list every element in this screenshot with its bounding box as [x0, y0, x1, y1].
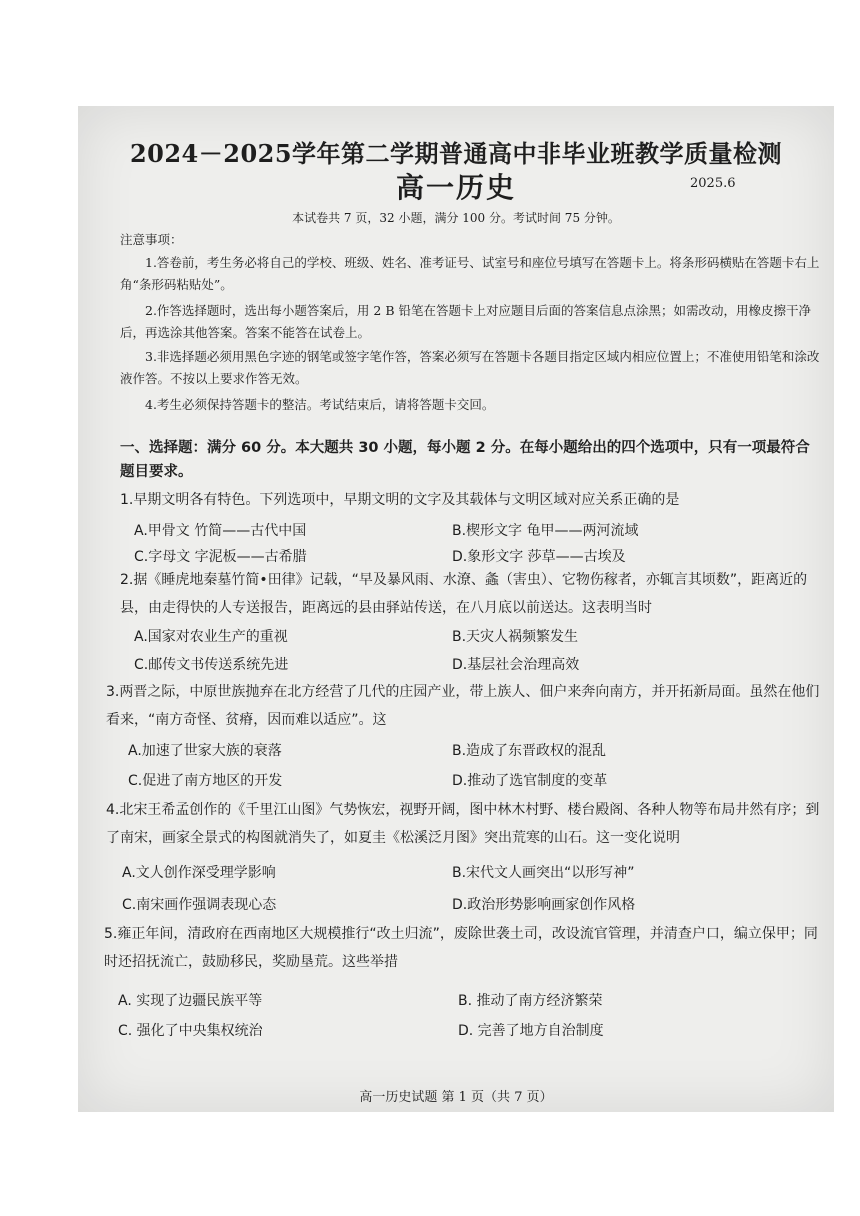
- question-option: D. 完善了地方自治制度: [458, 1023, 604, 1039]
- notice-item: 1.答卷前，考生务必将自己的学校、班级、姓名、准考证号、试室号和座位号填写在答题卡上。将条形码横贴在答题卡右上角“条形码粘贴处”。: [120, 255, 820, 292]
- question-option: B.楔形文字 龟甲——两河流域: [452, 523, 639, 539]
- notice-item: 3.非选择题必须用黑色字迹的钢笔或签字笔作答，答案必须写在答题卡各题目指定区域内相应位置上；不准使用铅笔和涂改液作答。不按以上要求作答无效。: [120, 349, 820, 386]
- notice-title: 注意事项：: [120, 232, 183, 247]
- exam-date: 2025.6: [690, 176, 736, 191]
- notice-item: 2.作答选择题时，选出每小题答案后，用 2 B 铅笔在答题卡上对应题目后面的答案信息点涂黑；如需改动，用橡皮擦干净后，再选涂其他答案。答案不能答在试卷上。: [120, 303, 811, 340]
- question-option: C.促进了南方地区的开发: [128, 773, 283, 789]
- question-stem: 3.两晋之际，中原世族抛弃在北方经营了几代的庄园产业，带上族人、佃户来奔向南方，并开拓新局面。虽然在他们看来，“南方奇怪、贫瘠，因而难以适应”。这: [106, 684, 820, 728]
- question-stem: 4.北宋王希孟创作的《千里江山图》气势恢宏，视野开阔，图中林木村野、楼台殿阁、各种人物等布局井然有序；到了南宋，画家全景式的构图就消失了，如夏圭《松溪泛月图》突出荒寒的山石。这一变化说明: [106, 802, 820, 846]
- exam-meta: 本试卷共 7 页，32 小题，满分 100 分。考试时间 75 分钟。: [292, 211, 620, 225]
- question-option: C.邮传文书传送系统先进: [134, 657, 289, 673]
- question-stem: 5.雍正年间，清政府在西南地区大规模推行“改土归流”，废除世袭土司，改设流官管理，并清查户口，编立保甲；同时还招抚流亡，鼓励移民，奖励垦荒。这些举措: [104, 926, 818, 970]
- question-option: A. 实现了边疆民族平等: [118, 993, 263, 1009]
- subject-title: 高一历史: [395, 171, 516, 204]
- question-stem: 1.早期文明各有特色。下列选项中，早期文明的文字及其载体与文明区域对应关系正确的是: [120, 492, 680, 508]
- section-heading: 一、选择题：满分 60 分。本大题共 30 小题，每小题 2 分。在每小题给出的四个选项中，只有一项最符合题目要求。: [120, 440, 810, 480]
- question-option: A.甲骨文 竹简——古代中国: [134, 523, 307, 539]
- exam-title: 2024－2025学年第二学期普通高中非毕业班教学质量检测: [129, 139, 783, 168]
- question-option: D.基层社会治理高效: [452, 657, 580, 673]
- question-option: A.加速了世家大族的衰落: [128, 743, 282, 759]
- question-option: A.文人创作深受理学影响: [122, 865, 276, 881]
- question-option: C.南宋画作强调表现心态: [122, 897, 277, 913]
- question-option: C. 强化了中央集权统治: [118, 1023, 263, 1039]
- notice-item: 4.考生必须保持答题卡的整洁。考试结束后，请将答题卡交回。: [145, 397, 495, 412]
- question-option: C.字母文 字泥板——古希腊: [134, 549, 307, 565]
- question-option: B.天灾人祸频繁发生: [452, 629, 579, 645]
- question-option: D.政治形势影响画家创作风格: [452, 897, 636, 913]
- question-option: A.国家对农业生产的重视: [134, 629, 288, 645]
- page-footer: 高一历史试题 第 1 页（共 7 页）: [359, 1090, 553, 1105]
- question-option: B.宋代文人画突出“以形写神”: [452, 865, 635, 881]
- question-stem: 2.据《睡虎地秦墓竹简•田律》记载，“早及暴风雨、水潦、螽（害虫）、它物伤稼者，亦辄言其顷数”，距离近的县，由走得快的人专送报告，距离远的县由驿站传送，在八月底以前送达。这表明当时: [120, 572, 808, 616]
- question-option: D.象形文字 莎草——古埃及: [452, 549, 626, 565]
- exam-paper: [78, 106, 834, 1112]
- question-option: D.推动了选官制度的变革: [452, 773, 608, 789]
- question-option: B.造成了东晋政权的混乱: [452, 743, 607, 759]
- question-option: B. 推动了南方经济繁荣: [458, 993, 603, 1009]
